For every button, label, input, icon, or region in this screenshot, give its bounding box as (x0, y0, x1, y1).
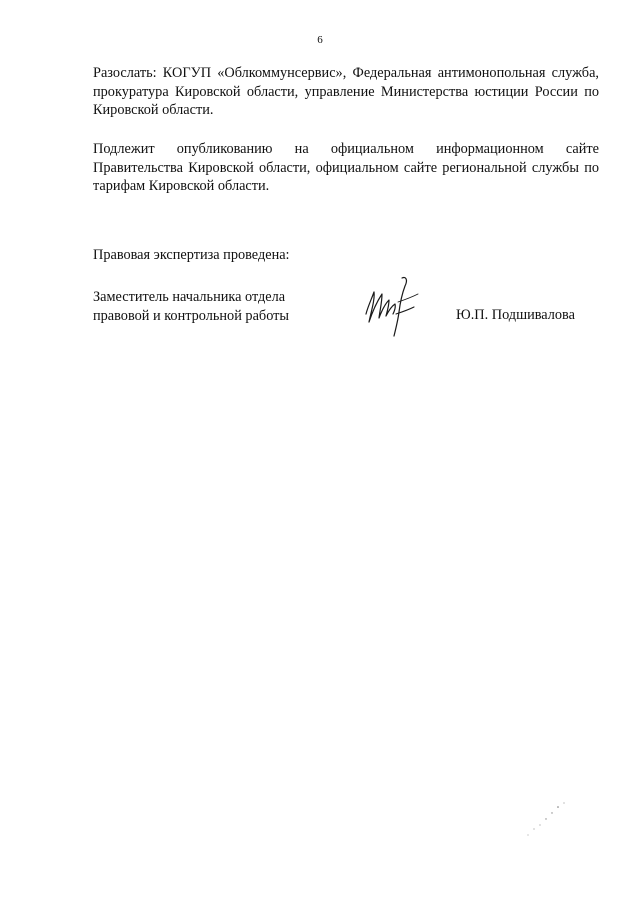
page-number: 6 (317, 34, 323, 46)
signer-name: Ю.П. Подшивалова (456, 307, 575, 323)
legal-review-line: Правовая экспертиза проведена: (93, 247, 290, 263)
distribution-paragraph: Разослать: КОГУП «Облкоммунсервис», Федеральная антимонопольная служба, прокуратура Кировской области, управление Министерства юстиции России по Кировской области. (93, 65, 599, 118)
scan-specks (510, 795, 570, 845)
signer-position-line-2: правовой и контрольной работы (93, 307, 290, 324)
handwritten-signature (358, 270, 428, 340)
publication-paragraph: Подлежит опубликованию на официальном информационном сайте Правительства Кировской области, официальном сайте региональной службы по тарифам Кировской области. (93, 141, 599, 194)
signer-position (93, 288, 289, 325)
signer-position-line-1: Заместитель начальника отдела (93, 289, 286, 305)
